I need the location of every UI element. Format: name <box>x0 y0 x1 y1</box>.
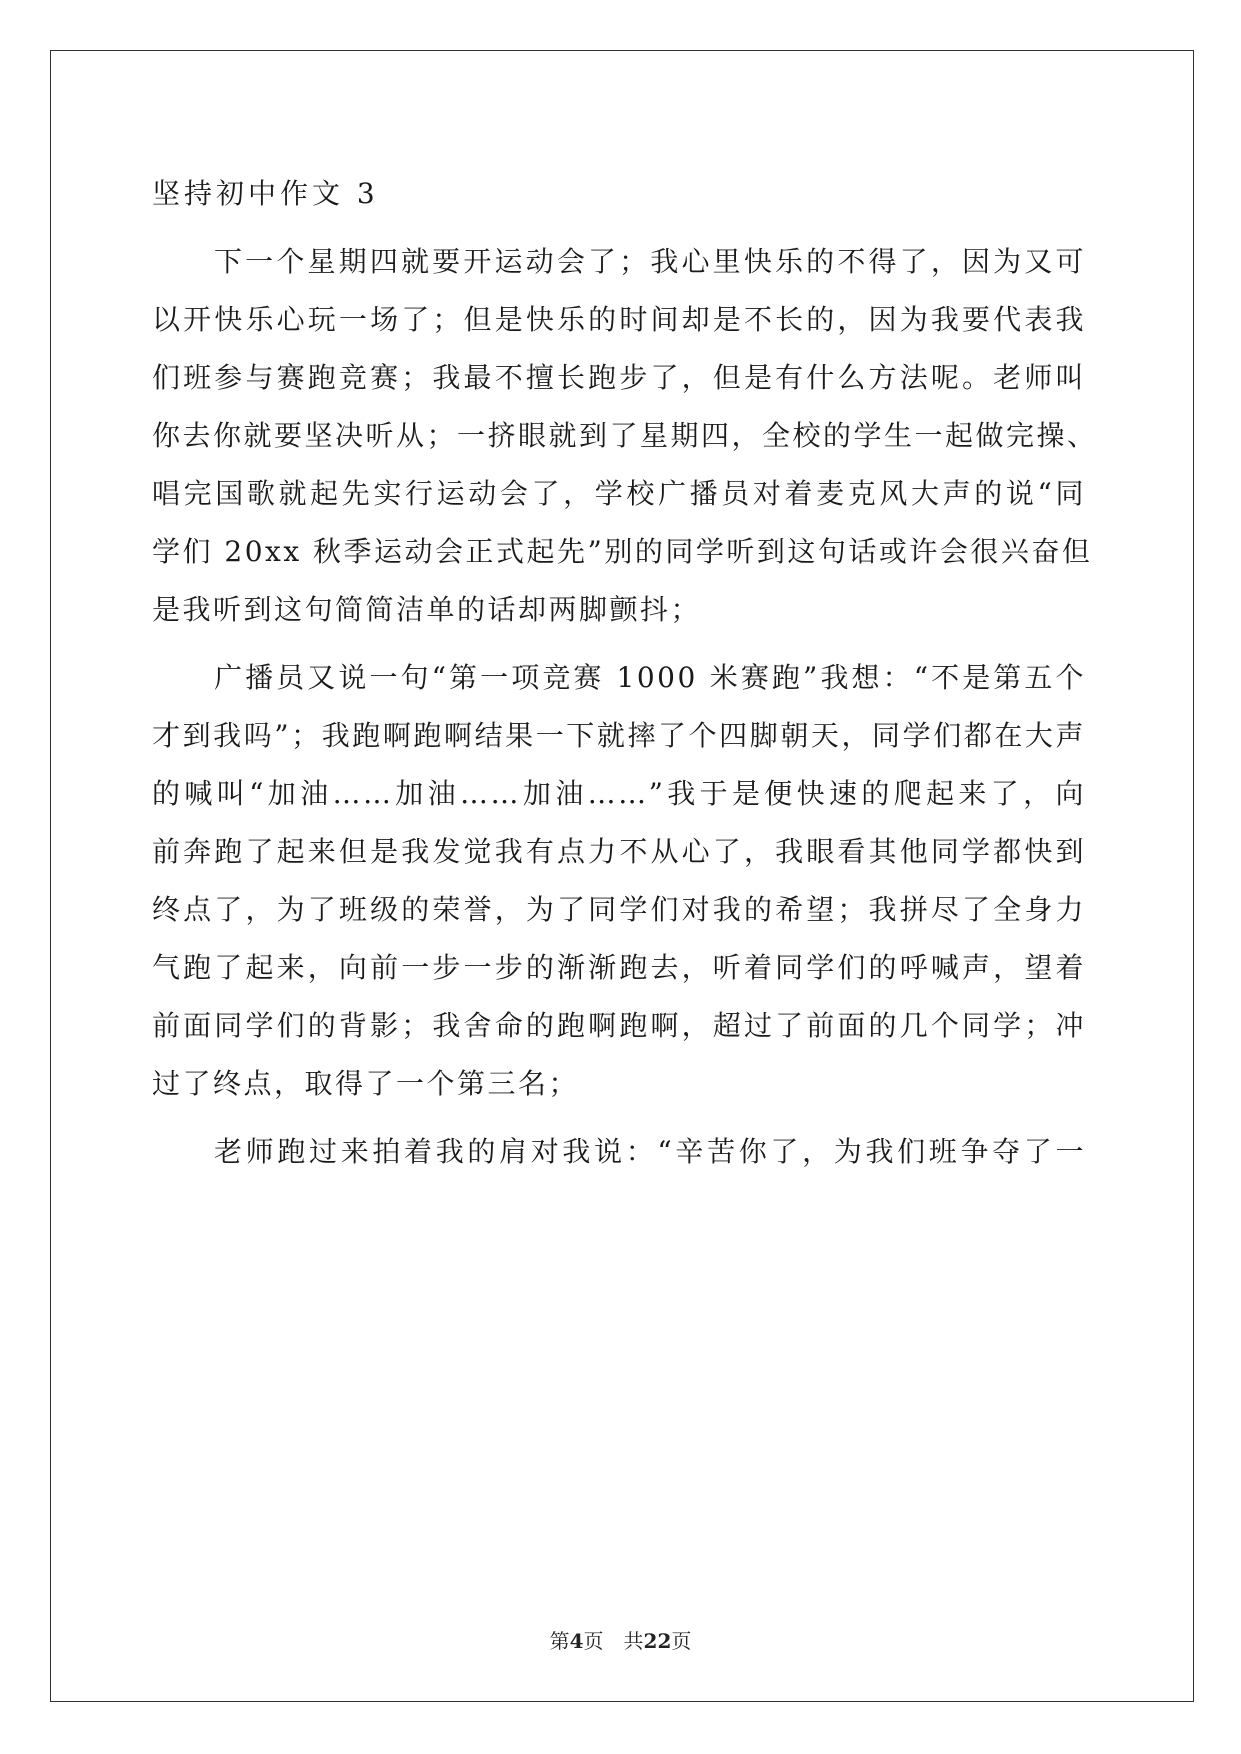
page-footer <box>0 1625 1241 1654</box>
text-line: 才到我吗”；我跑啊跑啊结果一下就摔了个四脚朝天，同学们都在大声 <box>152 719 1086 752</box>
text-line: 下一个星期四就要开运动会了；我心里快乐的不得了，因为又可 <box>214 245 1086 278</box>
text-line: 唱完国歌就起先实行运动会了，学校广播员对着麦克风大声的说“同 <box>152 477 1086 510</box>
text-line: 们班参与赛跑竞赛；我最不擅长跑步了，但是有什么方法呢。老师叫 <box>152 361 1086 394</box>
text-line: 的喊叫“加油……加油……加油……”我于是便快速的爬起来了，向 <box>152 777 1086 810</box>
text-line: 是我听到这句简简洁单的话却两脚颤抖； <box>152 593 702 626</box>
paragraph-3 <box>152 1123 1086 1181</box>
document-body <box>152 165 1098 1181</box>
text-line: 过了终点，取得了一个第三名； <box>152 1067 580 1100</box>
page-suffix: 页 <box>583 1629 604 1653</box>
total-suffix: 页 <box>671 1629 692 1653</box>
text-line: 你去你就要坚决听从；一挤眼就到了星期四，全校的学生一起做完操、 <box>152 419 1098 452</box>
text-line: 学们 20xx 秋季运动会正式起先”别的同学听到这句话或许会很兴奋但 <box>152 535 1093 568</box>
text-line: 老师跑过来拍着我的肩对我说：“辛苦你了，为我们班争夺了一 <box>214 1135 1086 1168</box>
text-line: 前面同学们的背影；我舍命的跑啊跑啊，超过了前面的几个同学；冲 <box>152 1009 1086 1042</box>
page-prefix: 第 <box>549 1629 570 1653</box>
paragraph-2 <box>152 649 1086 1113</box>
text-line: 气跑了起来，向前一步一步的渐渐跑去，听着同学们的呼喊声，望着 <box>152 951 1086 984</box>
total-pages: 22 <box>643 1629 672 1653</box>
text-line: 广播员又说一句“第一项竞赛 1000 米赛跑”我想：“不是第五个 <box>214 661 1086 694</box>
text-line: 前奔跑了起来但是我发觉我有点力不从心了，我眼看其他同学都快到 <box>152 835 1086 868</box>
essay-title: 坚持初中作文 3 <box>152 177 379 210</box>
page-number: 4 <box>569 1629 584 1653</box>
paragraph-1 <box>152 233 1098 639</box>
total-prefix: 共 <box>623 1629 644 1653</box>
text-line: 以开快乐心玩一场了；但是快乐的时间却是不长的，因为我要代表我 <box>152 303 1086 336</box>
text-line: 终点了，为了班级的荣誉，为了同学们对我的希望；我拼尽了全身力 <box>152 893 1086 926</box>
